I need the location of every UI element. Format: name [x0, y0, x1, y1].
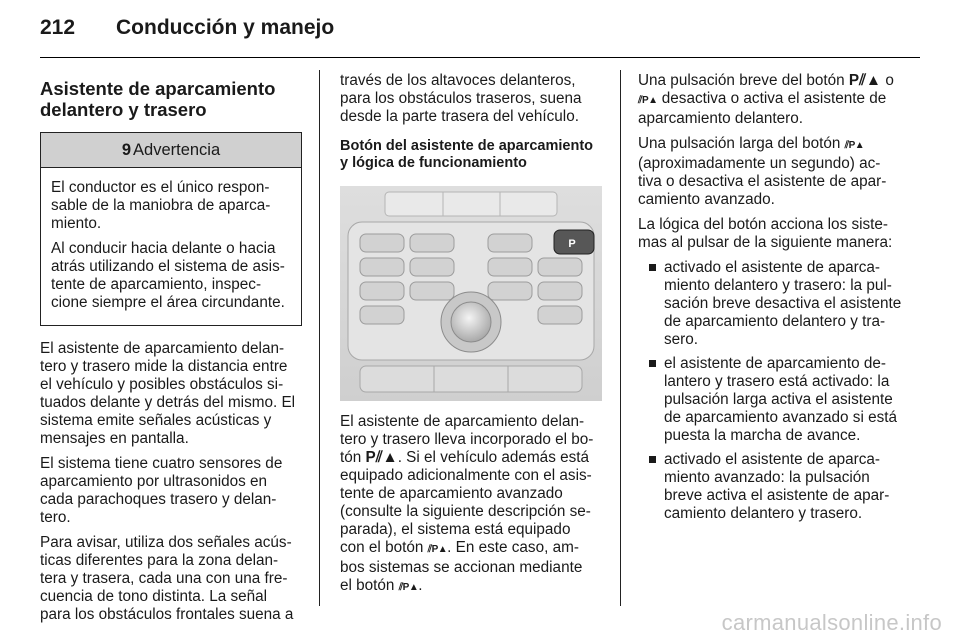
text-line: cada parachoques trasero y delan-	[40, 491, 277, 508]
body-paragraph	[40, 340, 302, 448]
warning-triangle-icon: 9	[121, 141, 132, 159]
text-fragment: Una pulsación larga del botón	[638, 135, 845, 152]
list-item	[638, 355, 903, 445]
text-fragment: el botón	[340, 577, 399, 594]
advanced-park-assist-icon: ⫽P▲	[844, 140, 865, 151]
text-line	[340, 577, 422, 594]
text-line: El asistente de aparcamiento delan-	[340, 413, 585, 430]
park-assist-icon: P⫽▲	[848, 72, 882, 89]
text-line: tero y trasero lleva incorporado el bo-	[340, 431, 594, 448]
section-title-line: delantero y trasero	[40, 99, 207, 120]
text-line: través de los altavoces delanteros,	[340, 72, 576, 89]
warning-body	[41, 168, 301, 325]
bullet-list	[638, 259, 903, 523]
text-line: tente de aparcamiento, inspec-	[51, 276, 262, 293]
text-line	[340, 539, 579, 556]
body-paragraph	[638, 135, 903, 209]
text-line: El sistema tiene cuatro sensores de	[40, 455, 283, 472]
text-line: La lógica del botón acciona los siste-	[638, 216, 889, 233]
dashboard-figure	[340, 186, 602, 401]
text-line: mensajes en pantalla.	[40, 430, 189, 447]
body-paragraph	[638, 72, 903, 128]
text-line: tente de aparcamiento avanzado	[340, 485, 563, 502]
text-line: bos sistemas se accionan mediante	[340, 559, 583, 576]
text-line: para los obstáculos traseros, suena	[340, 90, 582, 107]
text-line: Para avisar, utiliza dos señales acús-	[40, 534, 292, 551]
advanced-park-assist-icon: ⫽P▲	[398, 582, 419, 593]
text-line: miento delantero y trasero: la pul-	[664, 277, 892, 294]
body-paragraph	[340, 72, 602, 126]
text-line: parada), el sistema está equipado	[340, 521, 571, 538]
warning-paragraph	[51, 240, 291, 312]
page-header	[40, 16, 920, 52]
text-line: (consulte la siguiente descripción se-	[340, 503, 591, 520]
column-2	[340, 72, 602, 604]
list-item	[638, 259, 903, 349]
text-fragment: desactiva o activa el asistente de	[657, 90, 887, 107]
warning-title: Advertencia	[133, 141, 221, 159]
section-title	[40, 78, 302, 120]
text-line	[638, 72, 894, 89]
warning-paragraph	[51, 179, 291, 233]
text-line: de aparcamiento delantero y tra-	[664, 313, 886, 330]
column-divider-1	[319, 70, 320, 606]
list-item	[638, 451, 903, 523]
text-line: atrás utilizando el sistema de asis-	[51, 258, 285, 275]
text-line	[638, 135, 864, 152]
text-line: lantero y trasero está activado: la	[664, 373, 890, 390]
text-line: el asistente de aparcamiento de-	[664, 355, 886, 372]
text-line: pulsación larga activa el asistente	[664, 391, 893, 408]
body-paragraph	[340, 413, 602, 597]
park-assist-button-label: P	[568, 238, 576, 250]
text-line: activado el asistente de aparca-	[664, 451, 880, 468]
column-1	[40, 72, 302, 631]
column-3	[638, 72, 903, 529]
text-fragment: .	[418, 577, 423, 594]
park-assist-icon: P⫽▲	[365, 449, 398, 466]
watermark: carmanualsonline.info	[721, 610, 942, 635]
text-fragment: o	[881, 72, 894, 89]
text-line: sistema emite señales acústicas y	[40, 412, 272, 429]
text-line: camiento avanzado.	[638, 191, 775, 208]
text-line	[638, 90, 886, 107]
text-line: (aproximadamente un segundo) ac-	[638, 155, 881, 172]
text-fragment: Una pulsación breve del botón	[638, 72, 849, 89]
warning-header	[41, 133, 301, 168]
text-line: aparcamiento por ultrasonidos en	[40, 473, 268, 490]
header-rule	[40, 57, 920, 58]
advanced-park-assist-icon: ⫽P▲	[638, 95, 658, 106]
text-fragment: . En este caso, am-	[447, 539, 579, 556]
page-number: 212	[40, 16, 76, 39]
text-line: miento.	[51, 215, 102, 232]
text-line: cione siempre el área circundante.	[51, 294, 285, 311]
text-line: tiva o desactiva el asistente de apar-	[638, 173, 887, 190]
warning-box	[40, 132, 302, 326]
section-title-line: Asistente de aparcamiento	[40, 78, 276, 99]
text-line: El conductor es el único respon-	[51, 179, 270, 196]
text-line: Botón del asistente de aparcamiento	[340, 138, 594, 154]
text-fragment: con el botón	[340, 539, 428, 556]
text-line: sable de la maniobra de aparca-	[51, 197, 271, 214]
text-fragment: tón	[340, 449, 366, 466]
text-line: puesta la marcha de avance.	[664, 427, 861, 444]
text-line: tero.	[40, 509, 71, 526]
text-line: breve activa el asistente de apar-	[664, 487, 890, 504]
text-line: para los obstáculos frontales suena a	[40, 606, 294, 623]
text-line	[340, 449, 589, 466]
text-line: aparcamiento delantero.	[638, 110, 803, 127]
column-divider-2	[620, 70, 621, 606]
subsection-title	[340, 138, 602, 172]
body-paragraph	[40, 534, 302, 624]
advanced-park-assist-icon: ⫽P▲	[427, 544, 448, 555]
text-line: tero y trasero mide la distancia entre	[40, 358, 288, 375]
text-line: el vehículo y posibles obstáculos si-	[40, 376, 284, 393]
text-line: El asistente de aparcamiento delan-	[40, 340, 285, 357]
text-line: Al conducir hacia delante o hacia	[51, 240, 276, 257]
body-paragraph	[638, 216, 903, 252]
text-line: desde la parte trasera del vehículo.	[340, 108, 579, 125]
text-line: camiento delantero y trasero.	[664, 505, 863, 522]
text-line: y lógica de funcionamiento	[340, 155, 527, 171]
text-fragment: . Si el vehículo además está	[397, 449, 590, 466]
text-line: ticas diferentes para la zona delan-	[40, 552, 279, 569]
text-line: tera y trasera, cada una con una fre-	[40, 570, 288, 587]
text-line: de aparcamiento avanzado si está	[664, 409, 898, 426]
text-line: tuados delante y detrás del mismo. El	[40, 394, 296, 411]
text-line: miento avanzado: la pulsación	[664, 469, 870, 486]
chapter-title: Conducción y manejo	[116, 16, 335, 39]
text-line: sero.	[664, 331, 699, 348]
text-line: sación breve desactiva el asistente	[664, 295, 902, 312]
text-line: activado el asistente de aparca-	[664, 259, 880, 276]
body-paragraph	[40, 455, 302, 527]
text-line: mas al pulsar de la siguiente manera:	[638, 234, 893, 251]
text-line: equipado adicionalmente con el asis-	[340, 467, 592, 484]
text-line: cuencia de tono distinta. La señal	[40, 588, 268, 605]
